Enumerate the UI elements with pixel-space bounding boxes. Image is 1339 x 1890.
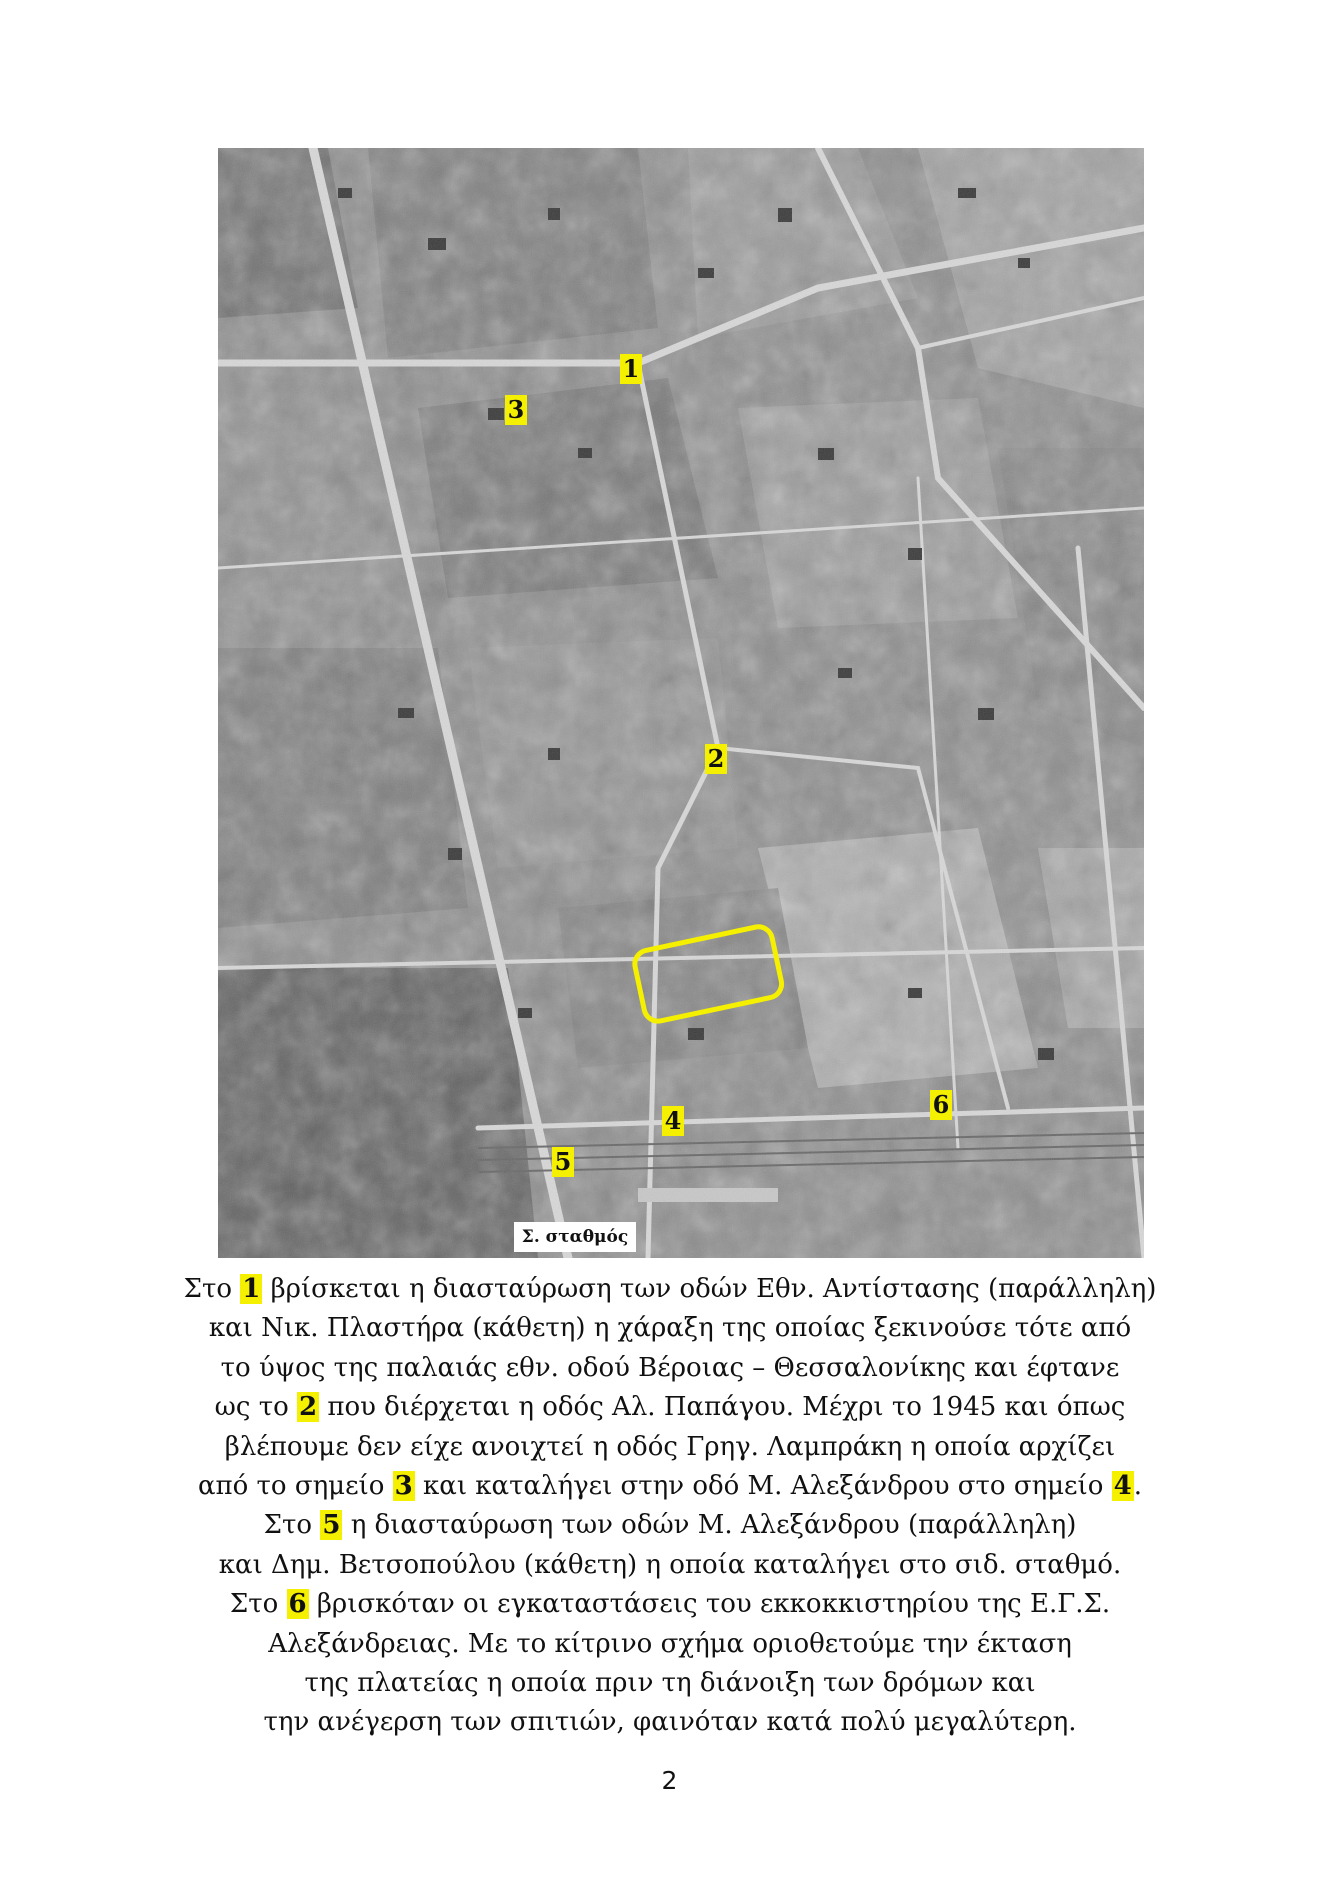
caption-text: η διασταύρωση των οδών Μ. Αλεξάνδρου (παράλληλη) bbox=[342, 1510, 1077, 1541]
caption-text: της πλατείας η οποία πριν τη διάνοιξη των δρόμων και bbox=[304, 1668, 1036, 1699]
caption-text: και Δημ. Βετσοπούλου (κάθετη) η οποία καταλήγει στο σιδ. σταθμό. bbox=[218, 1549, 1122, 1580]
caption-text: που διέρχεται η οδός Αλ. Παπάγου. Μέχρι το 1945 και όπως bbox=[319, 1392, 1126, 1423]
caption-line bbox=[100, 1388, 1240, 1427]
caption-text: την ανέγερση των σπιτιών, φαινόταν κατά πολύ μεγαλύτερη. bbox=[263, 1707, 1077, 1738]
caption-text: . bbox=[1133, 1471, 1142, 1502]
caption-line bbox=[100, 1270, 1240, 1309]
caption-line bbox=[100, 1546, 1240, 1585]
caption-marker-1: 1 bbox=[242, 1274, 261, 1304]
aerial-photo bbox=[218, 148, 1144, 1258]
caption-text: βρίσκεται η διασταύρωση των οδών Εθν. Αντίστασης (παράλληλη) bbox=[262, 1274, 1157, 1304]
caption-line bbox=[100, 1664, 1240, 1703]
page-number: 2 bbox=[661, 1766, 678, 1795]
caption-text: ως το bbox=[214, 1392, 298, 1423]
caption-line bbox=[100, 1625, 1240, 1664]
caption-text: από το σημείο bbox=[197, 1471, 393, 1502]
marker-4: 4 bbox=[662, 1106, 684, 1136]
caption-text: Στο bbox=[229, 1589, 287, 1620]
station-label: Σ. σταθμός bbox=[514, 1222, 636, 1252]
caption-marker-5: 5 bbox=[322, 1510, 341, 1541]
caption bbox=[100, 1270, 1240, 1743]
caption-line bbox=[100, 1349, 1240, 1388]
caption-line bbox=[100, 1506, 1240, 1545]
caption-marker-2: 2 bbox=[299, 1392, 318, 1423]
caption-text: βρισκόταν οι εγκαταστάσεις του εκκοκκιστηρίου της Ε.Γ.Σ. bbox=[308, 1589, 1111, 1620]
marker-5: 5 bbox=[552, 1147, 574, 1177]
caption-line bbox=[100, 1703, 1240, 1742]
marker-3: 3 bbox=[505, 395, 527, 425]
marker-1: 1 bbox=[620, 354, 642, 384]
caption-marker-3: 3 bbox=[394, 1471, 413, 1502]
caption-text: το ύψος της παλαιάς εθν. οδού Βέροιας – Θεσσαλονίκης και έφτανε bbox=[220, 1352, 1120, 1383]
caption-text: Στο bbox=[263, 1510, 321, 1541]
caption-line bbox=[100, 1428, 1240, 1467]
caption-text: και καταλήγει στην οδό Μ. Αλεξάνδρου στο σημείο bbox=[414, 1471, 1112, 1502]
caption-marker-4: 4 bbox=[1113, 1471, 1132, 1502]
caption-marker-6: 6 bbox=[288, 1589, 307, 1620]
marker-6: 6 bbox=[930, 1090, 952, 1120]
aerial-photo-drawing bbox=[218, 148, 1144, 1258]
caption-line bbox=[100, 1467, 1240, 1506]
caption-text: βλέπουμε δεν είχε ανοιχτεί η οδός Γρηγ. Λαμπράκη η οποία αρχίζει bbox=[224, 1431, 1116, 1462]
marker-2: 2 bbox=[705, 744, 727, 774]
caption-line bbox=[100, 1309, 1240, 1348]
caption-text: Στο bbox=[183, 1274, 241, 1304]
caption-line bbox=[100, 1585, 1240, 1624]
caption-text: Αλεξάνδρειας. Με το κίτρινο σχήμα οριοθετούμε την έκταση bbox=[268, 1628, 1072, 1659]
caption-text: και Νικ. Πλαστήρα (κάθετη) η χάραξη της οποίας ξεκινούσε τότε από bbox=[208, 1313, 1132, 1344]
